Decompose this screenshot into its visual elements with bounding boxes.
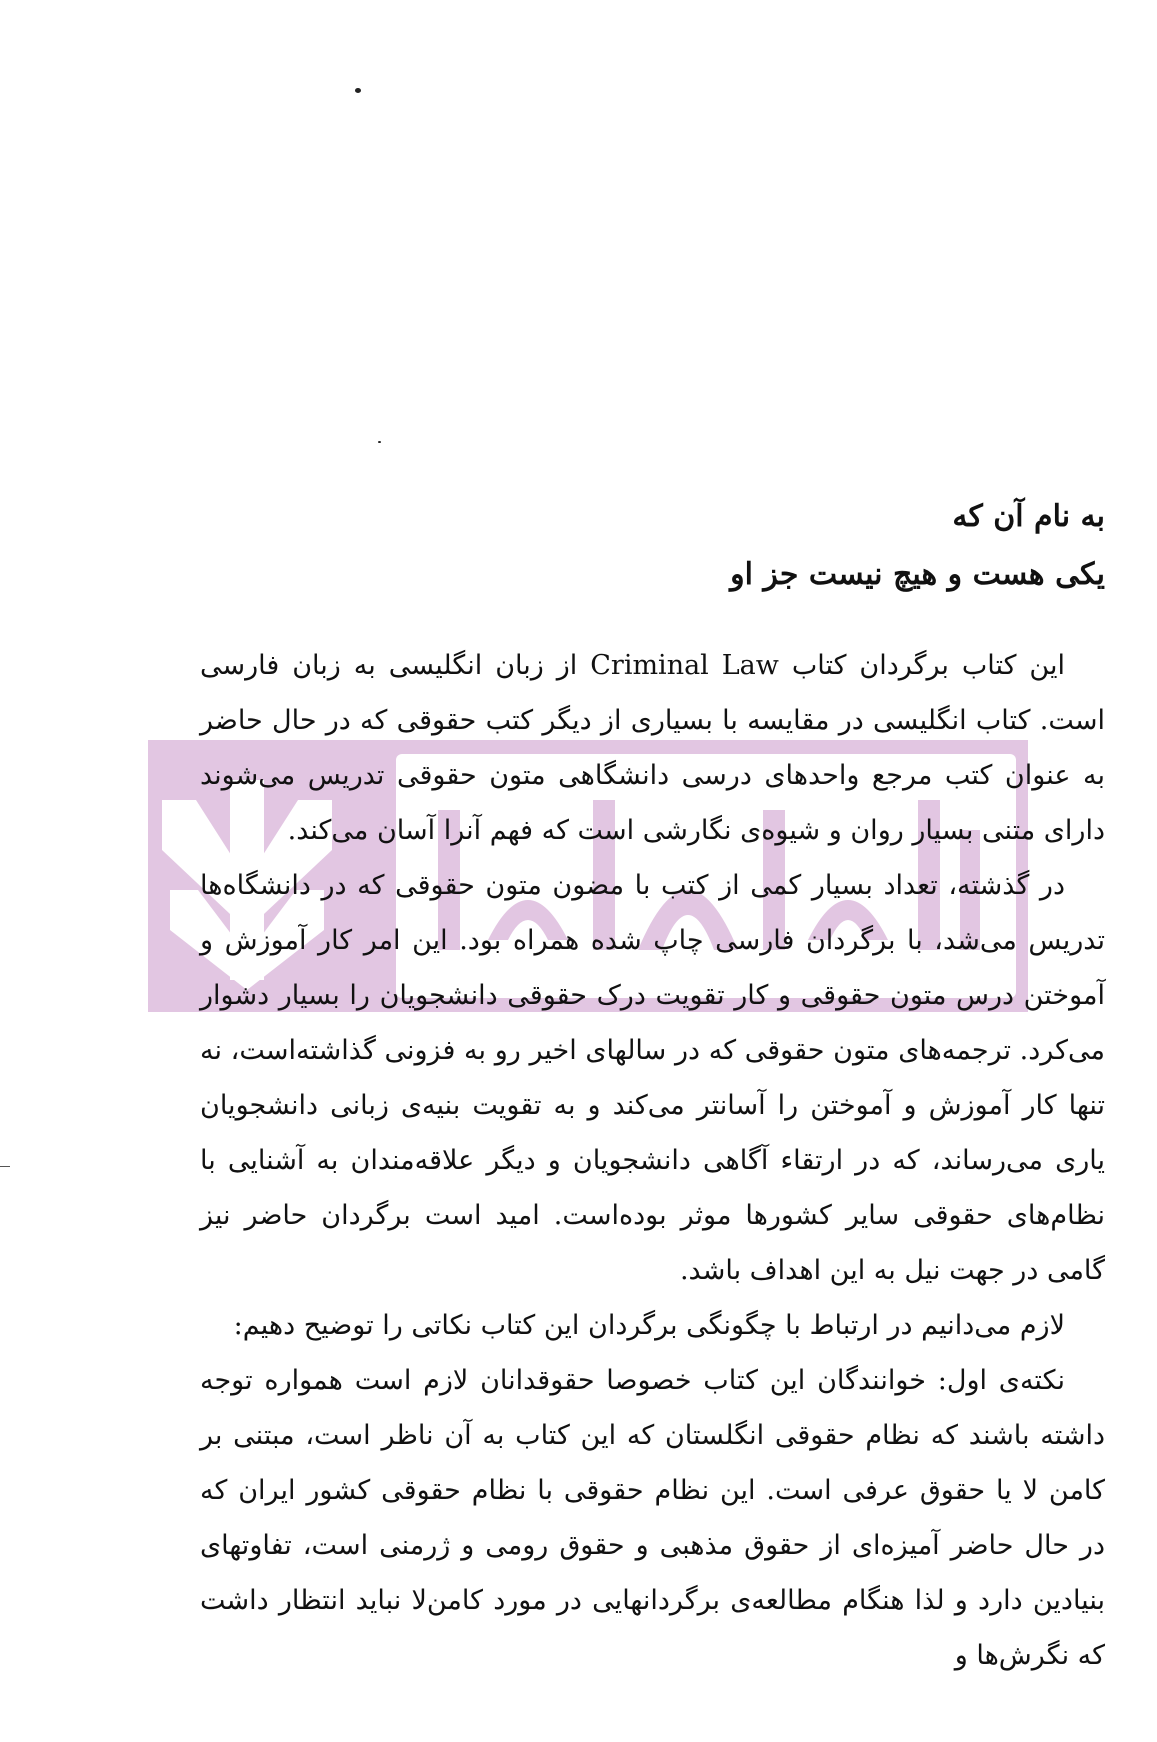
ink-speck — [355, 88, 361, 93]
paragraph-2: در گذشته، تعداد بسیار کمی از کتب با مضون متون حقوقی که در دانشگاه‌ها تدریس می‌شد، با برگردان فارسی چاپ شده همراه بود. این امر کار آموزش و آموختن درس متون حقوقی و کار تقویت درک حقوقی دانشجویان را بسیار دشوار می‌کرد. ترجمه‌های متون حقوقی که در سالهای اخیر رو به فزونی گذاشته‌است، نه تنها کار آموزش و آموختن را آسانتر می‌کند و به تقویت بنیه‌ی زبانی دانشجویان یاری می‌رساند، که در ارتقاء آگاهی دانشجویان و دیگر علاقه‌مندان به آشنایی با نظام‌های حقوقی سایر کشورها موثر بوده‌است. امید است برگردان حاضر نیز گامی در جهت نیل به این اهداف باشد. — [200, 870, 1105, 1286]
paragraph-1: این کتاب برگردان کتاب Criminal Law از زبان انگلیسی به زبان فارسی است. کتاب انگلیسی در مقایسه با بسیاری از دیگر کتب حقوقی که در حال حاضر به عنوان کتب مرجع واحدهای درسی دانشگاهی متون حقوقی تدریس می‌شوند دارای متنی بسیار روان و شیوه‌ی نگارشی است که فهم آنرا آسان می‌کند. — [200, 650, 1105, 846]
dedication — [405, 488, 1105, 604]
dedication-line-1: به نام آن که — [952, 499, 1105, 534]
preface-text — [200, 638, 1105, 1683]
dedication-line-2: یکی هست و هیچ نیست جز او — [730, 557, 1105, 592]
ink-speck — [378, 441, 381, 443]
margin-mark — [0, 1166, 10, 1167]
paragraph-4: نکته‌ی اول: خوانندگان این کتاب خصوصا حقوقدانان لازم است همواره توجه داشته باشند که نظام حقوقی انگلستان که این کتاب به آن ناظر است، مبتنی بر کامن لا یا حقوق عرفی است. این نظام حقوقی با نظام حقوقی کشور ایران که در حال حاضر آمیزه‌ای از حقوق مذهبی و حقوق رومی و ژرمنی است، تفاوتهای بنیادین دارد و لذا هنگام مطالعه‌ی برگردانهایی در مورد کامن‌لا نباید انتظار داشت که نگرش‌ها و — [200, 1365, 1105, 1671]
paragraph-3: لازم می‌دانیم در ارتباط با چگونگی برگردان این کتاب نکاتی را توضیح دهیم: — [233, 1310, 1065, 1341]
